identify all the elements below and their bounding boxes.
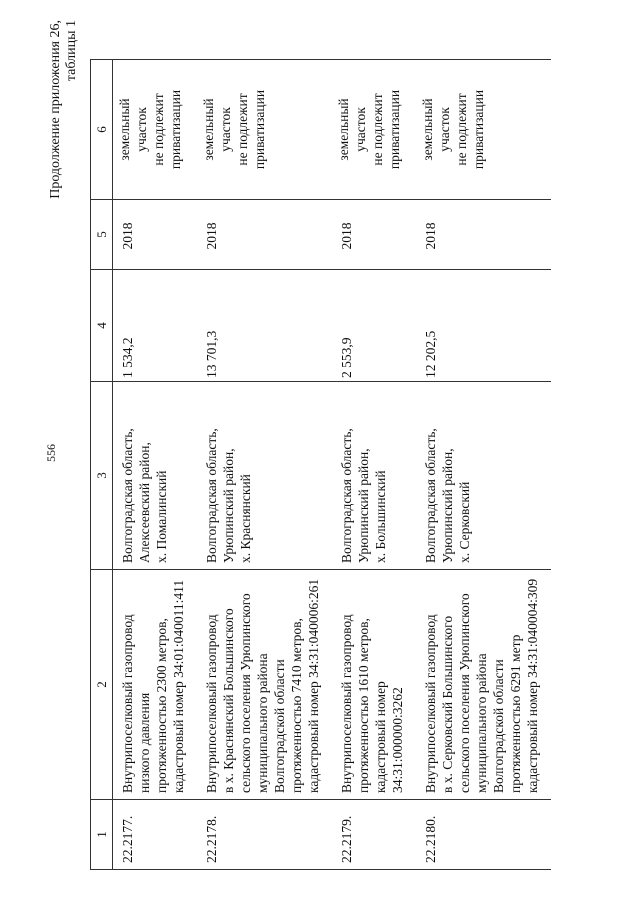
- object-location: Волгоградская область, Урюпинский район, х. Краснянский: [197, 382, 332, 570]
- object-note: земельный участок не подлежит приватизации: [416, 60, 551, 200]
- object-year: 2018: [197, 200, 332, 270]
- object-year: 2018: [332, 200, 416, 270]
- object-value: 2 553,9: [332, 270, 416, 382]
- object-description: Внутрипоселковый газопровод в х. Серковский Большинского сельского поселения Урюпинского муниципального района Волгоградской области протяженностью 6291 метр кадастровый номер 34:31:040004:309: [416, 570, 551, 800]
- table-header-row: [91, 60, 113, 870]
- table-row: [416, 60, 551, 870]
- caption: [48, 20, 80, 320]
- row-number: 22.2180.: [416, 800, 551, 870]
- column-header-3: 3: [91, 382, 113, 570]
- object-location: Волгоградская область, Урюпинский район, х. Большинский: [332, 382, 416, 570]
- table-row: [332, 60, 416, 870]
- caption-line-1: Продолжение приложения 26,: [48, 20, 63, 199]
- object-year: 2018: [113, 200, 198, 270]
- row-number: 22.2178.: [197, 800, 332, 870]
- object-location: Волгоградская область, Алексеевский район, х. Помалинский: [113, 382, 198, 570]
- object-description: Внутрипоселковый газопровод низкого давления протяженностью 2300 метров, кадастровый номер 34:01:040011:411: [113, 570, 198, 800]
- object-value: 12 202,5: [416, 270, 551, 382]
- column-header-4: 4: [91, 270, 113, 382]
- caption-line-2: таблицы 1: [64, 20, 79, 82]
- column-header-2: 2: [91, 570, 113, 800]
- object-value: 13 701,3: [197, 270, 332, 382]
- column-header-6: 6: [91, 60, 113, 200]
- object-description: Внутрипоселковый газопровод в х. Краснянский Большинского сельского поселения Урюпинского муниципального района Волгоградской области протяженностью 7410 метров, кадастровый номер 34:31:040006:261: [197, 570, 332, 800]
- table-row: [197, 60, 332, 870]
- object-note: земельный участок не подлежит приватизации: [197, 60, 332, 200]
- row-number: 22.2177.: [113, 800, 198, 870]
- row-number: 22.2179.: [332, 800, 416, 870]
- object-note: земельный участок не подлежит приватизации: [332, 60, 416, 200]
- table-row: [113, 60, 198, 870]
- object-value: 1 534,2: [113, 270, 198, 382]
- object-location: Волгоградская область, Урюпинский район, х. Серковский: [416, 382, 551, 570]
- object-year: 2018: [416, 200, 551, 270]
- column-header-5: 5: [91, 200, 113, 270]
- page-number: 556: [44, 444, 58, 462]
- object-note: земельный участок не подлежит приватизации: [113, 60, 198, 200]
- column-header-1: 1: [91, 800, 113, 870]
- object-description: Внутрипоселковый газопровод протяженностью 1610 метров, кадастровый номер 34:31:000000:3262: [332, 570, 416, 800]
- property-table: [90, 59, 551, 870]
